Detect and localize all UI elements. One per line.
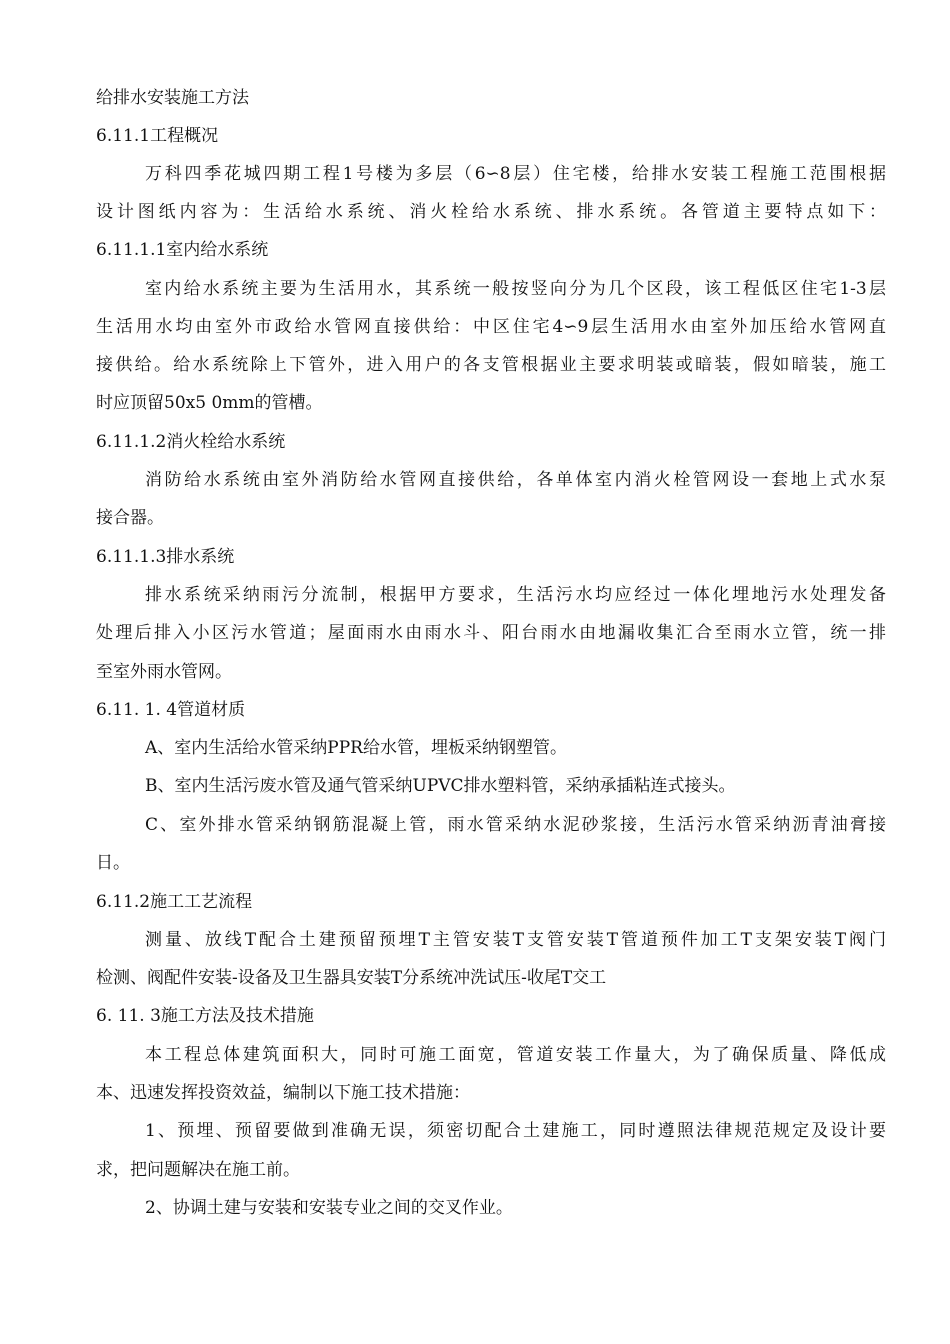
paragraph-line: 接合器。: [96, 508, 164, 528]
paragraph-line: 室内给水系统主要为生活用水，其系统一般按竖向分为几个区段，该工程低区住宅1-3层: [145, 279, 886, 299]
paragraph-line: 本工程总体建筑面积大，同时可施工面宽，管道安装工作量大，为了确保质量、降低成: [145, 1045, 886, 1065]
paragraph-line: 排水系统采纳雨污分流制，根据甲方要求，生活污水均应经过一体化埋地污水处理发备: [145, 585, 886, 605]
paragraph-line: 测量、放线T配合土建预留预埋T主管安装T支管安装T管道预件加工T支架安装T阀门: [145, 930, 886, 950]
paragraph-line: 检测、阀配件安装-设备及卫生器具安装T分系统冲洗试压-收尾T交工: [96, 968, 607, 988]
list-item: 1、预埋、预留要做到准确无误，须密切配合土建施工，同时遵照法律规范规定及设计要: [145, 1121, 886, 1141]
paragraph-line: 时应顶留50x5 0mm的管槽。: [96, 393, 323, 413]
paragraph-line: 本、迅速发挥投资效益，编制以下施工技术措施：: [96, 1083, 470, 1103]
paragraph-line: 求，把问题解决在施工前。: [96, 1160, 300, 1180]
section-heading-process-flow: 6.11.2施工工艺流程: [96, 892, 253, 912]
paragraph-line: 接供给。给水系统除上下管外，进入用户的各支管根据业主要求明装或暗装，假如暗装，施工: [96, 355, 886, 375]
section-heading-methods: 6. 11. 3施工方法及技术措施: [96, 1006, 314, 1026]
paragraph-line: 处理后排入小区污水管道；屋面雨水由雨水斗、阳台雨水由地漏收集汇合至雨水立管，统一排: [96, 623, 886, 643]
list-item: 2、协调土建与安装和安装专业之间的交叉作业。: [145, 1198, 513, 1218]
list-item: B、室内生活污废水管及通气管采纳UPVC排水塑料管，采纳承插粘连式接头。: [145, 776, 736, 796]
paragraph-line: 生活用水均由室外市政给水管网直接供给：中区住宅4∽9层生活用水由室外加压给水管网直: [96, 317, 886, 337]
section-heading-pipe-materials: 6.11. 1. 4管道材质: [96, 700, 246, 720]
paragraph-line: 设计图纸内容为：生活给水系统、消火栓给水系统、排水系统。各管道主要特点如下：: [96, 202, 886, 222]
section-heading-indoor-water-supply: 6.11.1.1室内给水系统: [96, 240, 269, 260]
document-title: 给排水安装施工方法: [96, 88, 249, 108]
paragraph-line: 至室外雨水管网。: [96, 662, 232, 682]
section-heading-overview: 6.11.1工程概况: [96, 126, 219, 146]
section-heading-fire-hydrant: 6.11.1.2消火栓给水系统: [96, 432, 286, 452]
paragraph-line: 日。: [96, 853, 130, 873]
paragraph-line: 消防给水系统由室外消防给水管网直接供给，各单体室内消火栓管网设一套地上式水泵: [145, 470, 886, 490]
paragraph-line: 万科四季花城四期工程1号楼为多层（6∽8层）住宅楼，给排水安装工程施工范围根据: [145, 164, 886, 184]
list-item: C、室外排水管采纳钢筋混凝上管，雨水管采纳水泥砂浆接，生活污水管采纳沥青油膏接: [145, 815, 886, 835]
list-item: A、室内生活给水管采纳PPR给水管，埋板采纳钢塑管。: [145, 738, 567, 758]
section-heading-drainage: 6.11.1.3排水系统: [96, 547, 235, 567]
